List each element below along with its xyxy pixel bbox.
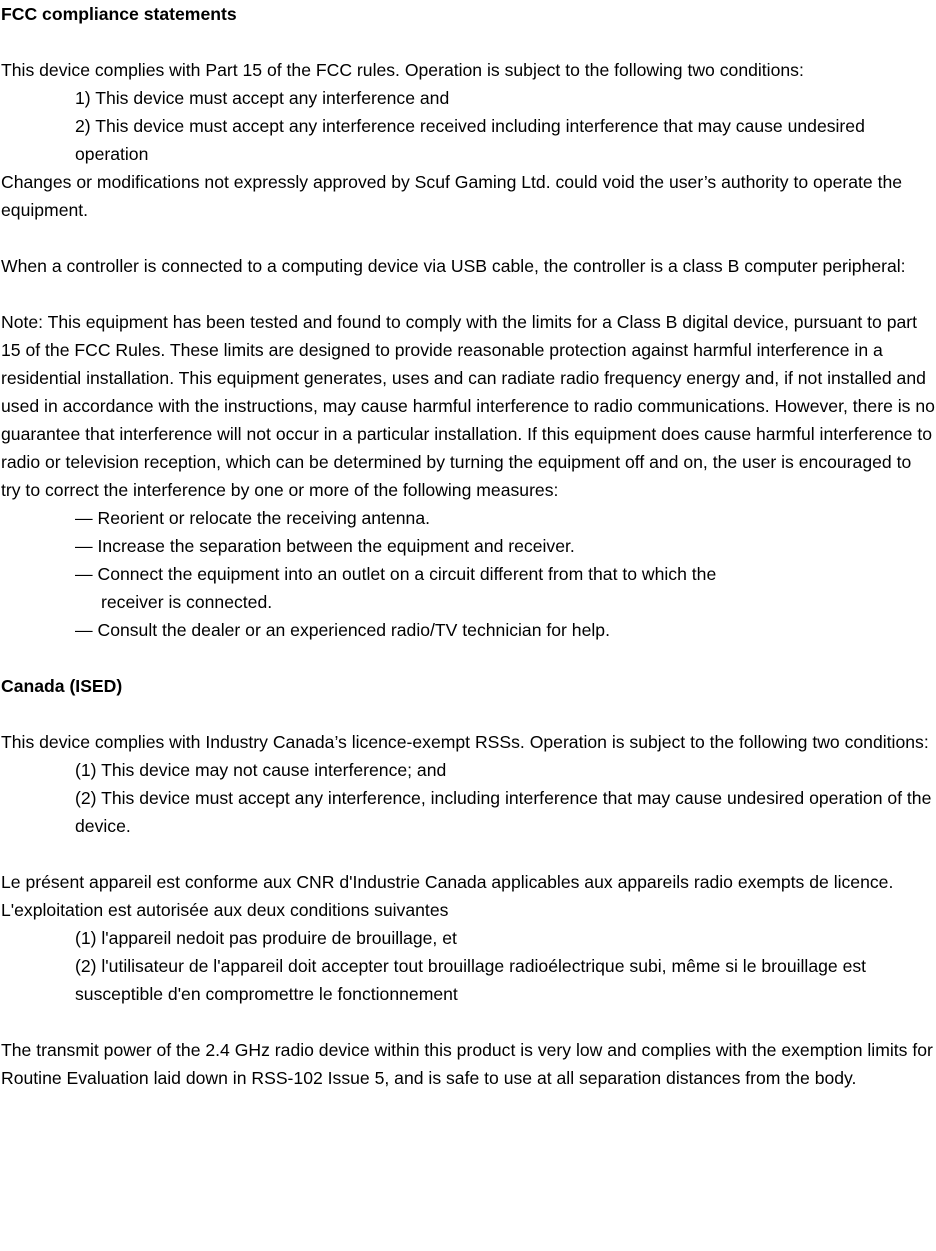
fcc-heading: FCC compliance statements	[1, 4, 237, 24]
canada-condition-2: (2) This device must accept any interference, including interference that may cause undesired operation of the device.	[75, 788, 932, 836]
fcc-usb-statement: When a controller is connected to a computing device via USB cable, the controller is a class B computer peripheral:	[1, 256, 906, 276]
fcc-changes: Changes or modifications not expressly approved by Scuf Gaming Ltd. could void the user’s authority to operate the equipment.	[1, 172, 903, 220]
fcc-measure-1: — Reorient or relocate the receiving antenna.	[75, 508, 431, 528]
fcc-measure-4: — Consult the dealer or an experienced radio/TV technician for help.	[75, 620, 610, 640]
canada-heading: Canada (ISED)	[1, 676, 123, 696]
canada-condition-1: (1) This device may not cause interference; and	[75, 760, 447, 780]
fcc-condition-1: 1) This device must accept any interference and	[75, 88, 450, 108]
fcc-measure-3-cont: receiver is connected.	[101, 592, 273, 612]
document-page	[1, 0, 935, 1092]
canada-french-intro: Le présent appareil est conforme aux CNR d'Industrie Canada applicables aux appareils radio exempts de licence. L'exploitation est autorisée aux deux conditions suivantes	[1, 872, 894, 920]
fcc-measure-3: — Connect the equipment into an outlet on a circuit different from that to which the	[75, 564, 717, 584]
fcc-intro: This device complies with Part 15 of the FCC rules. Operation is subject to the following two conditions:	[1, 60, 804, 80]
canada-french-condition-1: (1) l'appareil nedoit pas produire de brouillage, et	[75, 928, 457, 948]
fcc-condition-2: 2) This device must accept any interference received including interference that may cause undesired operation	[75, 116, 865, 164]
canada-rf-exposure: The transmit power of the 2.4 GHz radio device within this product is very low and complies with the exemption limits for Routine Evaluation laid down in RSS-102 Issue 5, and is safe to use at all separation distances from the body.	[1, 1040, 933, 1088]
canada-french-condition-2: (2) l'utilisateur de l'appareil doit accepter tout brouillage radioélectrique subi, même si le brouillage est susceptible d'en compromettre le fonctionnement	[75, 956, 867, 1004]
fcc-note: Note: This equipment has been tested and found to comply with the limits for a Class B digital device, pursuant to part 15 of the FCC Rules. These limits are designed to provide reasonable protection against harmful interference in a residential installation. This equipment generates, uses and can radiate radio frequency energy and, if not installed and used in accordance with the instructions, may cause harmful interference to radio communications. However, there is no guarantee that interference will not occur in a particular installation. If this equipment does cause harmful interference to radio or television reception, which can be determined by turning the equipment off and on, the user is encouraged to try to correct the interference by one or more of the following measures:	[1, 312, 935, 500]
canada-intro: This device complies with Industry Canada’s licence-exempt RSSs. Operation is subject to the following two conditions:	[1, 732, 929, 752]
fcc-measure-2: — Increase the separation between the equipment and receiver.	[75, 536, 575, 556]
